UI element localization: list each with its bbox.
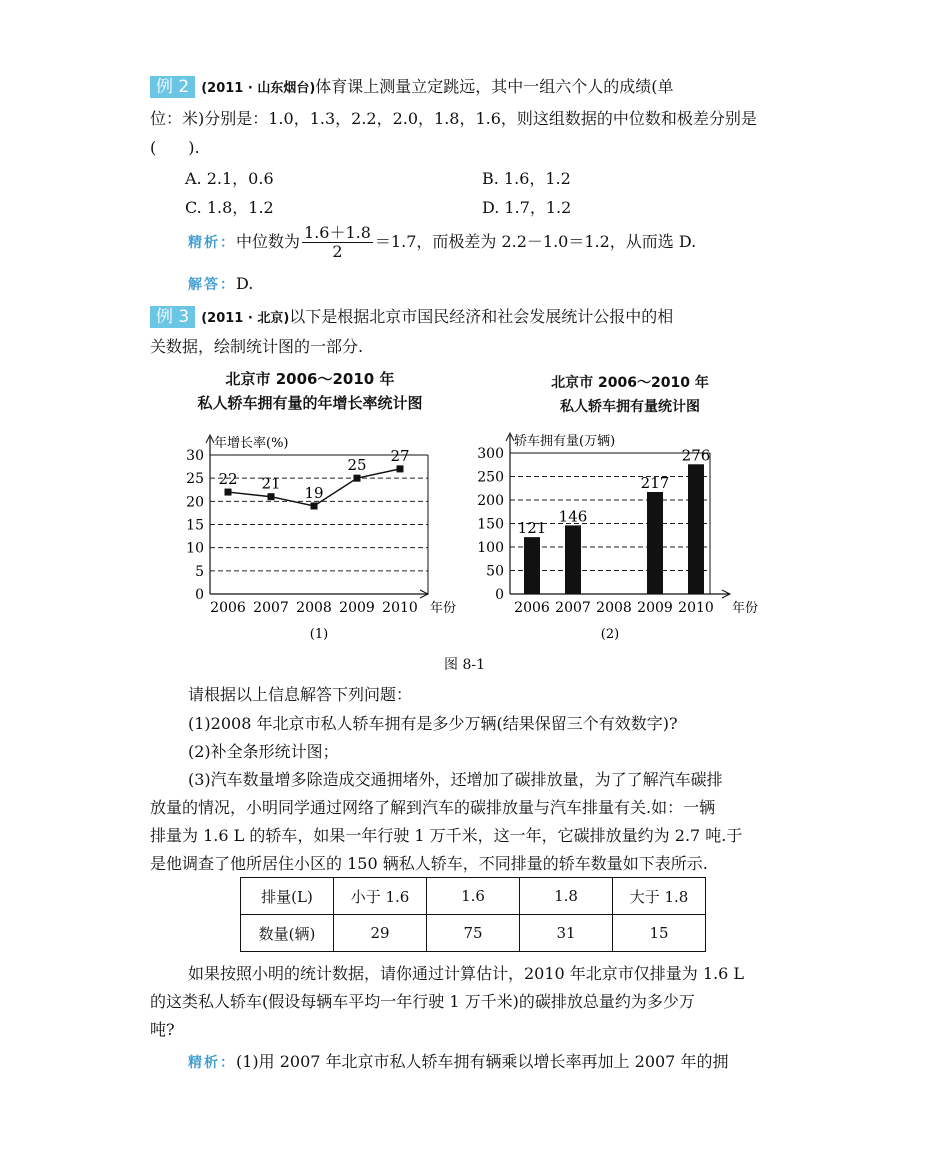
y-tick-label: 200 (477, 493, 504, 509)
y-tick-label: 0 (495, 587, 504, 603)
ex3-tag: 例 3 (150, 306, 195, 328)
ex3-analysis-label: 精析： (188, 1055, 236, 1071)
ex2-answer (188, 274, 253, 294)
x-tick-label: 2006 (514, 600, 550, 616)
data-label: 217 (640, 474, 670, 493)
ex3-question-3b: 放量的情况，小明同学通过网络了解到汽车的碳排放量与汽车排量有关.如：一辆 (150, 798, 716, 817)
bar (565, 525, 581, 594)
ex2-analysis-label: 精析： (188, 235, 236, 251)
ex3-source: (2011 · 北京) (201, 311, 290, 326)
data-point (225, 489, 232, 496)
ex2-analysis (188, 224, 696, 261)
chart1-title: 北京市 2006～2010 年 (225, 370, 395, 388)
x-tick-label: 2008 (596, 600, 632, 616)
data-label: 121 (517, 519, 547, 538)
ex2-text3: ( ). (150, 138, 200, 157)
ex2-tag: 例 2 (150, 76, 195, 98)
x-tick-label: 2006 (210, 600, 246, 616)
chart2-title: 北京市 2006～2010 年 (551, 375, 709, 391)
data-point (311, 502, 318, 509)
x-tick-label: 2007 (253, 600, 289, 616)
table-cell: 小于 1.6 (334, 878, 427, 915)
ex2-source: (2011 · 山东烟台) (201, 81, 316, 96)
y-tick-label: 5 (195, 563, 204, 580)
y-tick-label: 30 (186, 448, 204, 464)
y-tick-label: 250 (477, 469, 504, 486)
ex3-question-1: (1)2008 年北京市私人轿车拥有是多少万辆(结果保留三个有效数字)? (188, 714, 678, 733)
table-cell: 大于 1.8 (613, 878, 706, 915)
table-cell: 数量(辆) (241, 915, 334, 952)
y-tick-label: 15 (186, 517, 204, 534)
ex2-frac-den: 2 (332, 242, 343, 261)
x-tick-label: 2009 (339, 600, 375, 616)
x-tick-label: 2010 (678, 600, 714, 616)
y-tick-label: 25 (186, 471, 204, 488)
ex3-line1 (150, 306, 810, 330)
data-point (268, 493, 275, 500)
ex2-fraction (302, 224, 373, 261)
y-axis-label: 年增长率(%) (214, 436, 289, 451)
data-label: 19 (304, 483, 324, 502)
bar (524, 537, 540, 594)
chart2-subtitle: 私人轿车拥有量统计图 (560, 399, 700, 415)
y-tick-label: 10 (186, 540, 204, 557)
ex2-option-b: B. 1.6，1.2 (482, 169, 571, 188)
data-point (354, 475, 361, 482)
ex2-text1: 体育课上测量立定跳远，其中一组六个人的成绩(单 (315, 77, 674, 96)
ex3-analysis-text: (1)用 2007 年北京市私人轿车拥有辆乘以增长率再加上 2007 年的拥 (236, 1052, 729, 1071)
bar (688, 464, 704, 594)
data-point (397, 465, 404, 472)
table-row (241, 878, 706, 915)
data-label: 27 (390, 446, 410, 465)
ex2-text2: 位：米)分别是：1.0，1.3，2.2，2.0，1.8，1.6，则这组数据的中位数和极差分别是 (150, 109, 757, 128)
ex3-question-3d: 是他调查了他所居住小区的 150 辆私人轿车，不同排量的轿车数量如下表所示. (150, 854, 708, 873)
ex2-option-d: D. 1.7，1.2 (482, 198, 572, 217)
chart1-subtitle: 私人轿车拥有量的年增长率统计图 (197, 394, 423, 412)
chart-caption: (2) (600, 627, 620, 642)
table-cell: 31 (520, 915, 613, 952)
ex3-question-3c: 排量为 1.6 L 的轿车，如果一年行驶 1 万千米，这一年，它碳排放量约为 2.7 吨.于 (150, 826, 743, 845)
y-tick-label: 300 (477, 446, 504, 462)
ex2-answer-text: D. (236, 274, 254, 293)
ex3-question-intro: 请根据以上信息解答下列问题： (188, 685, 413, 704)
x-tick-label: 2009 (637, 600, 673, 616)
data-label: 276 (681, 446, 711, 465)
x-axis-label: 年份 (732, 601, 759, 616)
y-axis-label: 轿车拥有量(万辆) (514, 434, 616, 449)
data-label: 25 (347, 456, 367, 475)
chart-caption: (1) (309, 627, 329, 642)
bar (647, 492, 663, 594)
ex2-frac-num: 1.6＋1.8 (304, 223, 371, 242)
x-tick-label: 2010 (382, 600, 418, 616)
ex3-analysis (188, 1049, 728, 1072)
table-cell: 15 (613, 915, 706, 952)
ex2-line1 (150, 76, 810, 100)
figure-caption: 图 8-1 (444, 657, 485, 673)
y-tick-label: 20 (186, 494, 204, 511)
ex3-after-2: 的这类私人轿车(假设每辆车平均一年行驶 1 万千米)的碳排放总量约为多少万 (150, 992, 695, 1011)
table-cell: 排量(L) (241, 878, 334, 915)
ex3-after-3: 吨? (150, 1020, 175, 1039)
ex2-analysis-pre: 中位数为 (236, 232, 301, 251)
ex2-analysis-post: ＝1.7，而极差为 2.2－1.0＝1.2，从而选 D. (374, 232, 697, 251)
table-cell: 29 (334, 915, 427, 952)
displacement-table (240, 877, 706, 952)
ex2-option-c: C. 1.8，1.2 (185, 198, 274, 217)
y-tick-label: 150 (477, 516, 504, 533)
data-label: 146 (558, 507, 588, 526)
ex3-after-1: 如果按照小明的统计数据，请你通过计算估计，2010 年北京市仅排量为 1.6 L (188, 964, 745, 983)
table-cell: 75 (427, 915, 520, 952)
ex2-option-a: A. 2.1，0.6 (185, 169, 274, 188)
ex3-text1: 以下是根据北京市国民经济和社会发展统计公报中的相 (289, 307, 674, 326)
x-axis-label: 年份 (430, 601, 457, 616)
table-row (241, 915, 706, 952)
x-tick-label: 2007 (555, 600, 591, 616)
y-tick-label: 100 (477, 540, 504, 556)
table-cell: 1.8 (520, 878, 613, 915)
line-chart (175, 418, 465, 648)
table-cell: 1.6 (427, 878, 520, 915)
bar-chart (470, 418, 770, 643)
ex2-answer-label: 解答： (188, 277, 236, 293)
ex3-question-3a: (3)汽车数量增多除造成交通拥堵外，还增加了碳排放量，为了了解汽车碳排 (188, 770, 723, 789)
data-label: 22 (218, 470, 238, 489)
ex3-question-2: (2)补全条形统计图； (188, 742, 339, 761)
x-tick-label: 2008 (296, 600, 332, 616)
y-tick-label: 0 (195, 587, 204, 603)
ex3-text2: 关数据，绘制统计图的一部分. (150, 337, 364, 356)
y-tick-label: 50 (486, 563, 504, 580)
data-label: 21 (261, 474, 281, 493)
